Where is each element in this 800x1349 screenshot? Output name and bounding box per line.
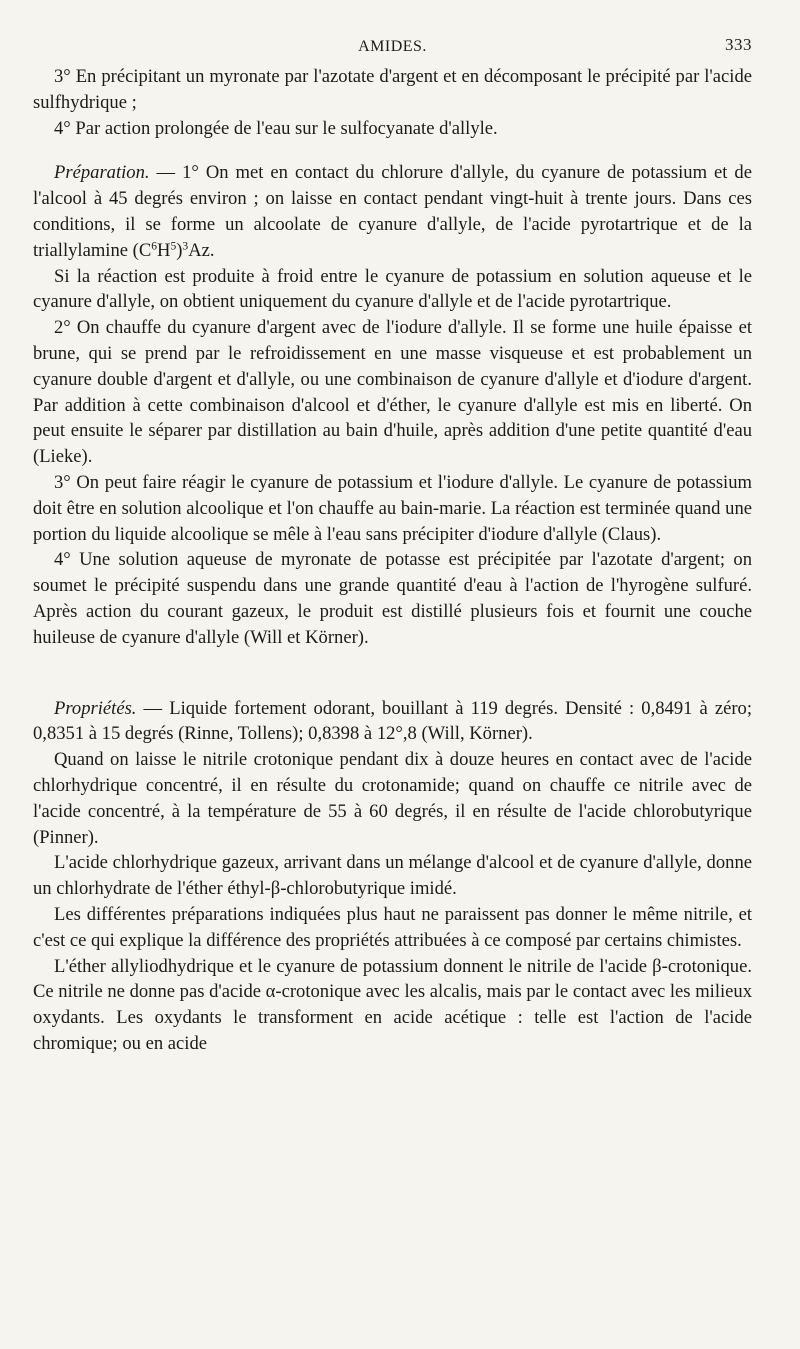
body-text <box>33 64 752 1057</box>
formula-superscript: 6 <box>151 240 158 253</box>
paragraph-text: 2° On chauffe du cyanure d'argent avec de l'iodure d'allyle. Il se forme une huile épaisse et brune, qui se prend par le refroidissement en une masse visqueuse et est probablement un cyanure double d'argent et d'allyle, ou une combinaison de cyanure d'allyle et d'iodure d'argent. Par addition à cette combinaison d'alcool et d'éther, le cyanure d'allyle est mis en liberté. On peut ensuite le séparer par distillation au bain d'huile, après addition d'une petite quantité d'eau (Lieke). <box>33 317 752 468</box>
paragraph <box>33 850 752 902</box>
section-heading-preparation: Préparation. <box>54 162 150 184</box>
formula-text: H <box>157 239 171 261</box>
paragraph <box>33 116 752 142</box>
paragraph-text: Si la réaction est produite à froid entre le cyanure de potassium en solution aqueuse et le cyanure d'allyle, on obtient uniquement du cyanure d'allyle et de l'acide pyrotartrique. <box>33 265 752 313</box>
formula-superscript: 3 <box>182 240 189 253</box>
paragraph <box>33 954 752 1057</box>
paragraph-text: 3° On peut faire réagir le cyanure de potassium et l'iodure d'allyle. Le cyanure de potassium doit être en solution alcoolique et l'on chauffe au bain-marie. La réaction est terminée quand une portion du liquide alcoolique se mêle à l'eau sans précipiter d'iodure d'allyle (Claus). <box>33 471 752 545</box>
paragraph-text: — Liquide fortement odorant, bouillant à 119 degrés. Densité : 0,8491 à zéro; 0,8351 à 15 degrés (Rinne, Tollens); 0,8398 à 12°,8 (Will, Körner). <box>33 697 752 745</box>
paragraph-text: 3° En précipitant un myronate par l'azotate d'argent et en décomposant le précipité par l'acide sulfhydrique ; <box>33 66 752 113</box>
formula-text: Az. <box>188 239 215 261</box>
paragraph-preparation <box>33 160 752 263</box>
page-number: 333 <box>725 35 752 54</box>
section-heading-proprietes: Propriétés. <box>54 697 137 719</box>
paragraph <box>33 747 752 850</box>
paragraph-text: — 1° On met en contact du chlorure d'allyle, du cyanure de potassium et de l'alcool à 45 degrés environ ; on laisse en contact pendant vingt-huit à trente jours. Dans ces conditions, il se forme un alcoolate de cyanure d'allyle, de l'acide pyrotartrique et de la triallylamine (C <box>33 162 752 261</box>
running-header <box>33 30 752 64</box>
paragraph-text: 4° Par action prolongée de l'eau sur le sulfocyanate d'allyle. <box>54 117 498 139</box>
paragraph <box>33 264 752 316</box>
paragraph <box>33 902 752 954</box>
paragraph-text: 4° Une solution aqueuse de myronate de potasse est précipitée par l'azotate d'argent; on soumet le précipité suspendu dans une grande quantité d'eau à l'action de l'hyrogène sulfuré. Après action du courant gazeux, le produit est distillé plusieurs fois et fournit une couche huileuse de cyanure d'allyle (Will et Körner). <box>33 549 752 648</box>
paragraph-text: L'éther allyliodhydrique et le cyanure de potassium donnent le nitrile de l'acide β-crotonique. Ce nitrile ne donne pas d'acide α-crotonique avec les alcalis, mais par le contact avec les milieux oxydants. Les oxydants le transforment en acide acétique : telle est l'action de l'acide chromique; ou en acide <box>33 955 752 1054</box>
formula-text: ) <box>176 239 183 261</box>
formula-superscript: 5 <box>170 240 177 253</box>
paragraph-proprietes <box>33 696 752 748</box>
paragraph-text: L'acide chlorhydrique gazeux, arrivant dans un mélange d'alcool et de cyanure d'allyle, donne un chlorhydrate de l'éther éthyl-β-chlorobutyrique imidé. <box>33 852 752 900</box>
running-title: AMIDES. <box>358 38 427 55</box>
paragraph <box>33 470 752 547</box>
paragraph <box>33 547 752 650</box>
paragraph <box>33 315 752 470</box>
paragraph-text: Les différentes préparations indiquées plus haut ne paraissent pas donner le même nitrile, et c'est ce qui explique la différence des propriétés attribuées à ce composé par certains chimistes. <box>33 903 752 951</box>
paragraph <box>33 64 752 116</box>
paragraph-text: Quand on laisse le nitrile crotonique pendant dix à douze heures en contact avec de l'acide chlorhydrique concentré, il en résulte du crotonamide; quand on chauffe ce nitrile avec de l'acide concentré, à la température de 55 à 60 degrés, il en résulte de l'acide chlorobutyrique (Pinner). <box>33 749 752 848</box>
